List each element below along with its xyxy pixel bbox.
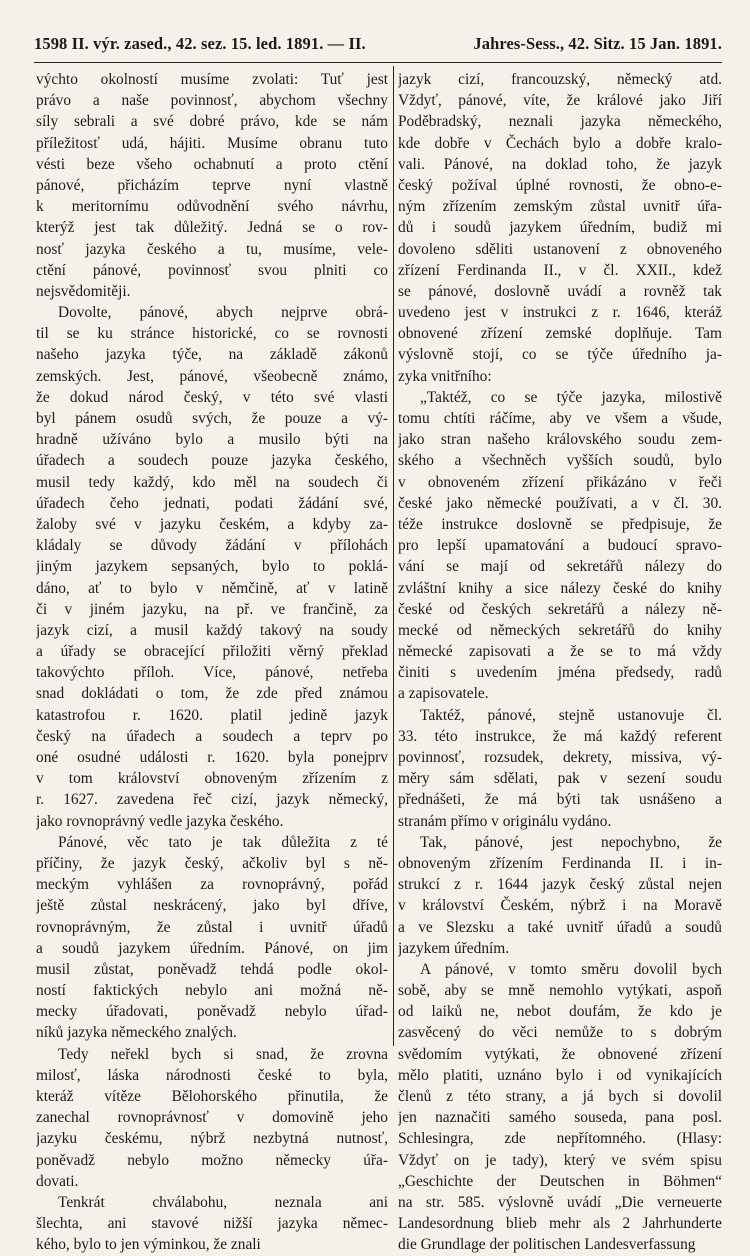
text-line: Pánové, věc tato je tak důležita z té	[58, 833, 388, 851]
text-line: mecky úřadovati, poněvadž nebylo úřad-	[36, 1003, 388, 1021]
text-line: die Grundlage der politischen Landesverfassung	[398, 1236, 696, 1254]
text-line: „Geschichte der Deutschen in Böhmen“	[398, 1172, 722, 1190]
text-line: oné osudné události r. 1620. byla ponejprv	[36, 749, 388, 766]
text-line: měry sám sdělati, pak v sezení soudu	[398, 770, 722, 788]
text-line: ností faktických nebylo ani možná ně-	[36, 982, 388, 1000]
text-line: stranám přímo v originálu vydáno.	[398, 812, 612, 830]
text-line: jazyk cizí, a musil každý takový na soudy	[36, 621, 388, 639]
text-line: musil zůstat, poněvadž tehdá podle okol-	[36, 960, 388, 978]
text-line: dů i soudů jazykem úředním, budiž mi	[398, 219, 722, 237]
text-line: české od českých sekretářů a nálezy ně-	[398, 600, 722, 618]
text-line: a ve Slezsku a také uvnitř úřadů a soudů	[398, 918, 722, 936]
text-line: kládaly se důvody žádání v přílohách	[36, 537, 388, 555]
left-column	[36, 69, 388, 1256]
text-line: v obnoveném zřízení přikázáno v řeči	[398, 473, 722, 491]
text-line: zřízení Ferdinanda II., v čl. XXII., kdež	[398, 261, 722, 279]
text-line: snad dokládati o tom, že zde před známou	[36, 685, 388, 703]
text-line: byl pánem osudů svých, že pouze a vý-	[36, 410, 388, 427]
header-czech: 1598 II. výr. zased., 42. sez. 15. led. 1891. — II.	[34, 34, 366, 53]
text-line: jiným jazykem sepsaných, bylo to poklá-	[36, 558, 388, 576]
text-line: jazykem úředním.	[398, 939, 510, 957]
text-line: uvedeno jest v instrukci z r. 1646, kteráž	[398, 304, 722, 322]
text-line: vání se mají od sekretářů nálezy do	[398, 558, 722, 576]
text-line: Landesordnung blieb mehr als 2 Jahrhunderte	[398, 1215, 722, 1233]
text-line: se pánové, doslovně uvádí a rovněž tak	[398, 282, 722, 300]
text-line: obnoveným zřízením Ferdinanda II. i in-	[398, 854, 722, 872]
text-line: k meritornímu odůvodnění svého návrhu,	[36, 198, 388, 216]
text-line: příležitosť udá, hájiti. Musíme obranu tuto	[36, 134, 388, 152]
page-header	[34, 34, 722, 56]
text-line: Vždyť on je tady), který ve svém spisu	[398, 1151, 722, 1169]
text-line: výslovně stojí, co se týče úředního ja-	[398, 346, 722, 364]
text-line: kde dobře v Čechách bylo a dobře kralo-	[398, 134, 722, 152]
text-line: že dokud národ český, v této své vlasti	[36, 388, 388, 406]
text-line: svědomím vytýkati, že obnovené zřízení	[398, 1045, 722, 1063]
header-rule	[34, 62, 722, 63]
text-line: milosť, láska národnosti české to byla,	[36, 1066, 388, 1084]
text-line: mělo platiti, uznáno bylo i od vynikajících	[398, 1066, 722, 1084]
text-line: meckým vyhlášen za rovnoprávný, pořád	[36, 876, 388, 894]
text-line: Tak, pánové, jest nepochybno, že	[420, 833, 722, 851]
text-line: zasvěcený do věci nemůže to s dobrým	[398, 1024, 722, 1042]
text-line: našeho jazyka týče, na základě zákonů	[36, 346, 388, 364]
text-line: til se ku stránce historické, co se rovnosti	[36, 325, 388, 343]
text-line: a zapisovatele.	[398, 685, 489, 703]
text-line: a úřady se obracející přiložiti věrný překlad	[36, 643, 388, 661]
text-line: vésti beze všeho ochabnutí a proto ctění	[36, 155, 388, 173]
text-line: Poděbradský, neznali jazyka německého,	[398, 113, 722, 131]
text-line: na str. 585. výslovně uvádí „Die verneuerte	[398, 1193, 722, 1211]
text-line: vali. Pánové, na doklad toho, že jazyk	[398, 155, 722, 173]
text-line: takovýchto příloh. Více, pánové, netřeba	[36, 664, 388, 682]
text-line: žaloby své v jazyku českém, a kdyby za-	[36, 515, 388, 533]
text-line: kteráž vítěze Bělohorského přinutila, že	[36, 1088, 388, 1105]
text-line: dovati.	[36, 1172, 79, 1190]
text-line: poněvadž nebylo možno německy úřa-	[36, 1151, 388, 1169]
column-divider	[393, 66, 394, 1046]
text-line: či v jiném jazyku, na př. ve frančině, za	[36, 600, 388, 618]
text-line: dovoleno sděliti ustanovení z obnoveného	[398, 240, 722, 258]
text-line: přednášeti, že má býti tak usnášeno a	[398, 791, 722, 809]
text-line: ctění pánové, povinnosť svou plniti co	[36, 261, 388, 279]
text-line: zemských. Jest, pánové, všeobecně známo,	[36, 367, 388, 385]
text-line: níků jazyka německého znalých.	[36, 1024, 237, 1042]
text-line: jako rovnoprávný vedle jazyka českého.	[36, 812, 284, 830]
text-line: 33. této instrukce, že má každý referent	[398, 727, 722, 745]
text-line: úřadech čeho jednati, podati žádání své,	[36, 494, 388, 512]
text-line: zyka vnitřního:	[398, 367, 492, 385]
text-line: v království Českém, nýbrž i na Moravě	[398, 897, 722, 915]
text-line: šlechta, ani stavové nižší jazyka němec-	[36, 1215, 388, 1233]
text-line: a soudů jazykem úředním. Pánové, on jim	[36, 939, 388, 957]
text-line: kého, bylo to jen výminkou, že znali	[36, 1236, 261, 1254]
text-line: pro lepší upamatování a budoucí spravo-	[398, 537, 722, 555]
text-line: mecké od německých sekretářů do knihy	[398, 621, 722, 639]
text-line: jako stran našeho královského soudu zem-	[398, 431, 722, 449]
text-line: Dovolte, pánové, abych nejprve obrá-	[58, 304, 388, 322]
text-line: ještě zůstal neskrácený, jako byl dříve,	[36, 897, 388, 915]
text-line: A pánové, v tomto směru dovolil bych	[420, 960, 722, 978]
text-line: Tenkrát chválabohu, neznala ani	[58, 1193, 388, 1211]
text-line: úřadech a soudech pouze jazyka českého,	[36, 452, 388, 470]
text-line: Taktéž, pánové, stejně ustanovuje čl.	[420, 706, 722, 724]
text-line: německé zapisovati a že se to má vždy	[398, 643, 722, 661]
text-line: výchto okolností musíme zvolati: Tuť jest	[36, 71, 388, 88]
text-line: „Taktéž, co se týče jazyka, milostivě	[420, 388, 722, 406]
text-line: musil tedy každý, kdo měl na soudech či	[36, 473, 388, 491]
text-line: české jako německé používati, a v čl. 30.	[398, 494, 722, 512]
text-line: hradně užíváno bylo a musilo býti na	[36, 431, 388, 449]
text-line: právo a naše povinnosť, abychom všechny	[36, 92, 388, 110]
text-line: katastrofou r. 1620. platil jedině jazyk	[36, 706, 388, 724]
text-line: zanechal rovnoprávnosť v domovině jeho	[36, 1109, 388, 1127]
text-line: ského a všechněch vyšších soudů, bylo	[398, 452, 722, 470]
text-line: obnovené zřízení zemské doplňuje. Tam	[398, 325, 722, 343]
text-line: dáno, ať to bylo v němčině, ať v latině	[36, 579, 388, 597]
text-line: jazyku českému, nýbrž nezbytná nutnosť,	[36, 1130, 388, 1148]
text-line: strukcí z r. 1644 jazyk český zůstal nejen	[398, 876, 722, 894]
text-line: členů z této strany, a já bych si dovolil	[398, 1088, 722, 1105]
text-line: síly sebrali a své dobré právo, kde se nám	[36, 113, 388, 131]
text-line: Vždyť, pánové, víte, že králové jako Jiří	[398, 92, 722, 110]
text-line: český na úřadech a soudech a teprv po	[36, 727, 388, 745]
text-line: r. 1627. zavedena řeč cizí, jazyk německý,	[36, 791, 388, 809]
text-line: Schlesingra, zde nepřítomného. (Hlasy:	[398, 1130, 722, 1148]
text-line: tomu chtíti ráčíme, aby ve všem a všude,	[398, 410, 722, 427]
text-line: od laiků ne, nebot doufám, že kdo je	[398, 1003, 722, 1021]
text-line: činiti s uvedením jména předsedy, radů	[398, 664, 722, 682]
text-line: Tedy neřekl bych si snad, že zrovna	[58, 1045, 388, 1063]
text-line: kterýž jest tak důležitý. Jedná se o rov-	[36, 219, 388, 237]
text-line: ným zřízením zemským zůstal uvnitř úřa-	[398, 198, 722, 216]
text-line: jen naznačiti samého souseda, pana posl.	[398, 1109, 722, 1127]
text-line: povinnosť, rozsudek, dekrety, missiva, vý-	[398, 749, 722, 766]
header-german: Jahres-Sess., 42. Sitz. 15 Jan. 1891.	[473, 34, 722, 53]
text-line: v tom království obnoveným zřízením z	[36, 770, 388, 788]
text-line: zvláštní knihy a sice nálezy české do knihy	[398, 579, 722, 597]
text-line: rovnoprávným, že zůstal i uvnitř úřadů	[36, 918, 388, 936]
text-line: jazyk cizí, francouzský, německý atd.	[398, 71, 722, 88]
right-column	[398, 69, 722, 1256]
text-line: nejsvědomitěji.	[36, 282, 131, 300]
text-line: český požíval úplné rovnosti, že obno-e-	[398, 176, 722, 194]
text-line: pánové, přicházím teprve nyní vlastně	[36, 176, 388, 194]
text-line: téže instrukce doslovně se předpisuje, že	[398, 515, 722, 533]
text-line: příčiny, že jazyk český, ačkoliv byl s ně-	[36, 854, 388, 872]
text-line: nosť jazyka českého a tu, musíme, vele-	[36, 240, 388, 258]
text-line: sobě, aby se mně nemohlo vytýkati, aspoň	[398, 982, 722, 1000]
